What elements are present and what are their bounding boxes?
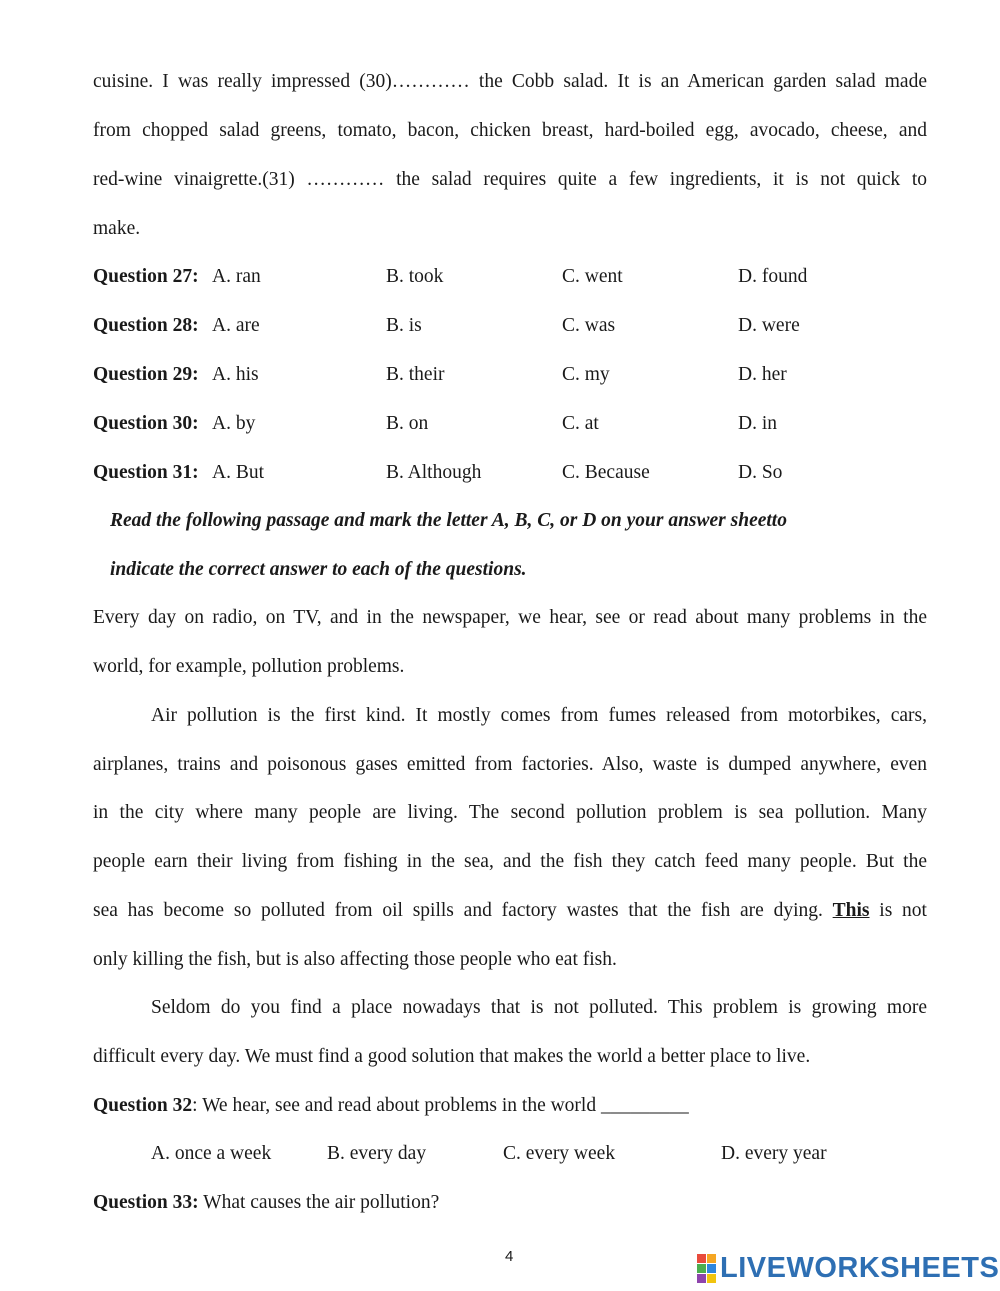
option-d[interactable]: D. in <box>738 413 777 434</box>
option-d[interactable]: D. found <box>738 266 808 287</box>
page-number: 4 <box>505 1248 514 1265</box>
option-d[interactable]: D. were <box>738 315 800 336</box>
option-c[interactable]: C. went <box>562 266 623 287</box>
option-c[interactable]: C. at <box>562 413 599 434</box>
instruction-line: Read the following passage and mark the letter A, B, C, or D on your answer sheetto <box>110 510 787 531</box>
reading-line: airplanes, trains and poisonous gases emitted from factories. Also, waste is dumped anywhere, even <box>93 754 927 775</box>
option-b[interactable]: B. every day <box>327 1143 427 1164</box>
question-32 <box>93 1094 689 1118</box>
reading-line: people earn their living from fishing in the sea, and the fish they catch feed many people. But the <box>93 851 927 872</box>
brand-logo <box>697 1252 999 1284</box>
reading-line: difficult every day. We must find a good solution that makes the world a better place to live. <box>93 1046 811 1067</box>
option-a[interactable]: A. ran <box>212 266 261 287</box>
option-b[interactable]: B. on <box>386 413 429 434</box>
option-c[interactable]: C. my <box>562 364 610 385</box>
option-a[interactable]: A. But <box>212 462 265 483</box>
reading-line <box>93 899 927 923</box>
question-label: Question 30: <box>93 413 199 434</box>
option-a[interactable]: A. by <box>212 413 256 434</box>
option-c[interactable]: C. every week <box>503 1143 616 1164</box>
option-a[interactable]: A. his <box>212 364 259 385</box>
question-33 <box>93 1191 439 1215</box>
question-text: What causes the air pollution? <box>198 1192 440 1213</box>
passage-line: cuisine. I was really impressed (30)………… the Cobb salad. It is an American garden salad made <box>93 71 927 92</box>
question-text: : We hear, see and read about problems in the world _________ <box>192 1095 689 1116</box>
option-d[interactable]: D. So <box>738 462 783 483</box>
passage-line: from chopped salad greens, tomato, bacon, chicken breast, hard-boiled egg, avocado, cheese, and <box>93 120 927 141</box>
reading-line: only killing the fish, but is also affecting those people who eat fish. <box>93 949 617 970</box>
option-d[interactable]: D. her <box>738 364 787 385</box>
option-c[interactable]: C. was <box>562 315 616 336</box>
option-a[interactable]: A. once a week <box>151 1143 272 1164</box>
option-b[interactable]: B. took <box>386 266 444 287</box>
reading-line: Air pollution is the first kind. It mostly comes from fumes released from motorbikes, cars, <box>151 705 927 726</box>
reading-line: world, for example, pollution problems. <box>93 656 405 677</box>
option-c[interactable]: C. Because <box>562 462 650 483</box>
brand-name: LIVEWORKSHEETS <box>720 1252 1000 1284</box>
option-b[interactable]: B. Although <box>386 462 482 483</box>
instruction-line: indicate the correct answer to each of the questions. <box>110 559 527 580</box>
question-label: Question 32 <box>93 1095 193 1116</box>
question-label: Question 29: <box>93 364 199 385</box>
reading-line: Seldom do you find a place nowadays that is not polluted. This problem is growing more <box>151 997 927 1018</box>
emphasized-word: This <box>832 900 870 921</box>
question-label: Question 33: <box>93 1192 199 1213</box>
option-a[interactable]: A. are <box>212 315 260 336</box>
reading-line: in the city where many people are living. The second pollution problem is sea pollution. Many <box>93 802 927 823</box>
passage-line: red-wine vinaigrette.(31) ………… the salad requires quite a few ingredients, it is not quick to <box>93 169 927 190</box>
question-label: Question 27: <box>93 266 199 287</box>
option-b[interactable]: B. their <box>386 364 445 385</box>
option-d[interactable]: D. every year <box>721 1143 827 1164</box>
reading-line: Every day on radio, on TV, and in the newspaper, we hear, see or read about many problems in the <box>93 607 927 628</box>
reading-text: is not <box>869 900 927 921</box>
liveworksheets-logo-icon <box>697 1254 716 1283</box>
reading-text: sea has become so polluted from oil spills and factory wastes that the fish are dying. <box>93 900 833 921</box>
option-b[interactable]: B. is <box>386 315 422 336</box>
passage-line: make. <box>93 218 141 239</box>
question-label: Question 31: <box>93 462 199 483</box>
question-label: Question 28: <box>93 315 199 336</box>
